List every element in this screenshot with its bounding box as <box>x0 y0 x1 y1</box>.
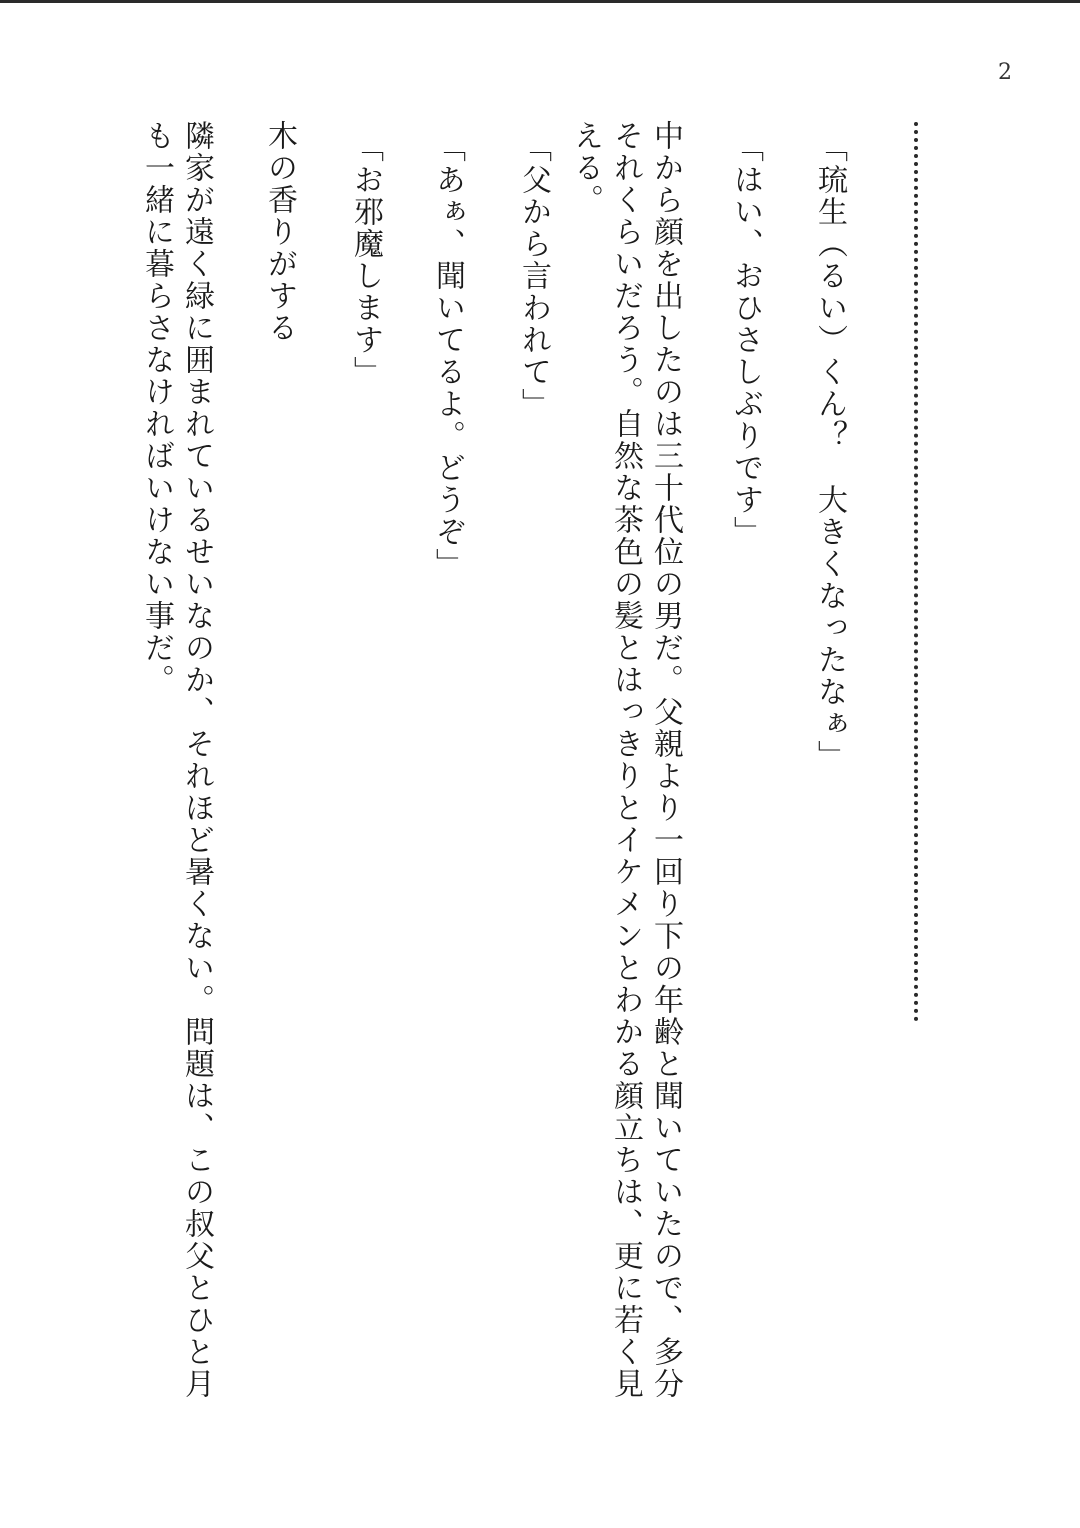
scene-break-dotted-line <box>914 122 918 1022</box>
dialogue-line: 「お邪魔します」 <box>348 132 383 388</box>
dialogue-line: 「父から言われて」 <box>516 132 551 420</box>
page-number: 2 <box>998 60 1012 85</box>
dialogue-line: 「琉生（るい）くん？ 大きくなったなぁ」 <box>812 132 847 772</box>
top-border-line <box>0 0 1080 3</box>
dialogue-line: 「はい、おひさしぶりです」 <box>728 132 763 548</box>
narration-paragraph: 中から顔を出したのは三十代位の男だ。父親より一回り下の年齢と聞いていたので、多分それくらいだろう。自然な茶色の髪とはっきりとイケメンとわかる顔立ちは、更に若く見える。 <box>568 120 683 1400</box>
dialogue-line: 「あぁ、聞いてるよ。どうぞ」 <box>430 132 465 580</box>
narration-paragraph: 隣家が遠く緑に囲まれているせいなのか、それほど暑くない。問題は、この叔父とひと月も一緒に暮らさなければいけない事だ。 <box>139 120 214 1400</box>
narration-line: 木の香りがする <box>262 120 297 344</box>
